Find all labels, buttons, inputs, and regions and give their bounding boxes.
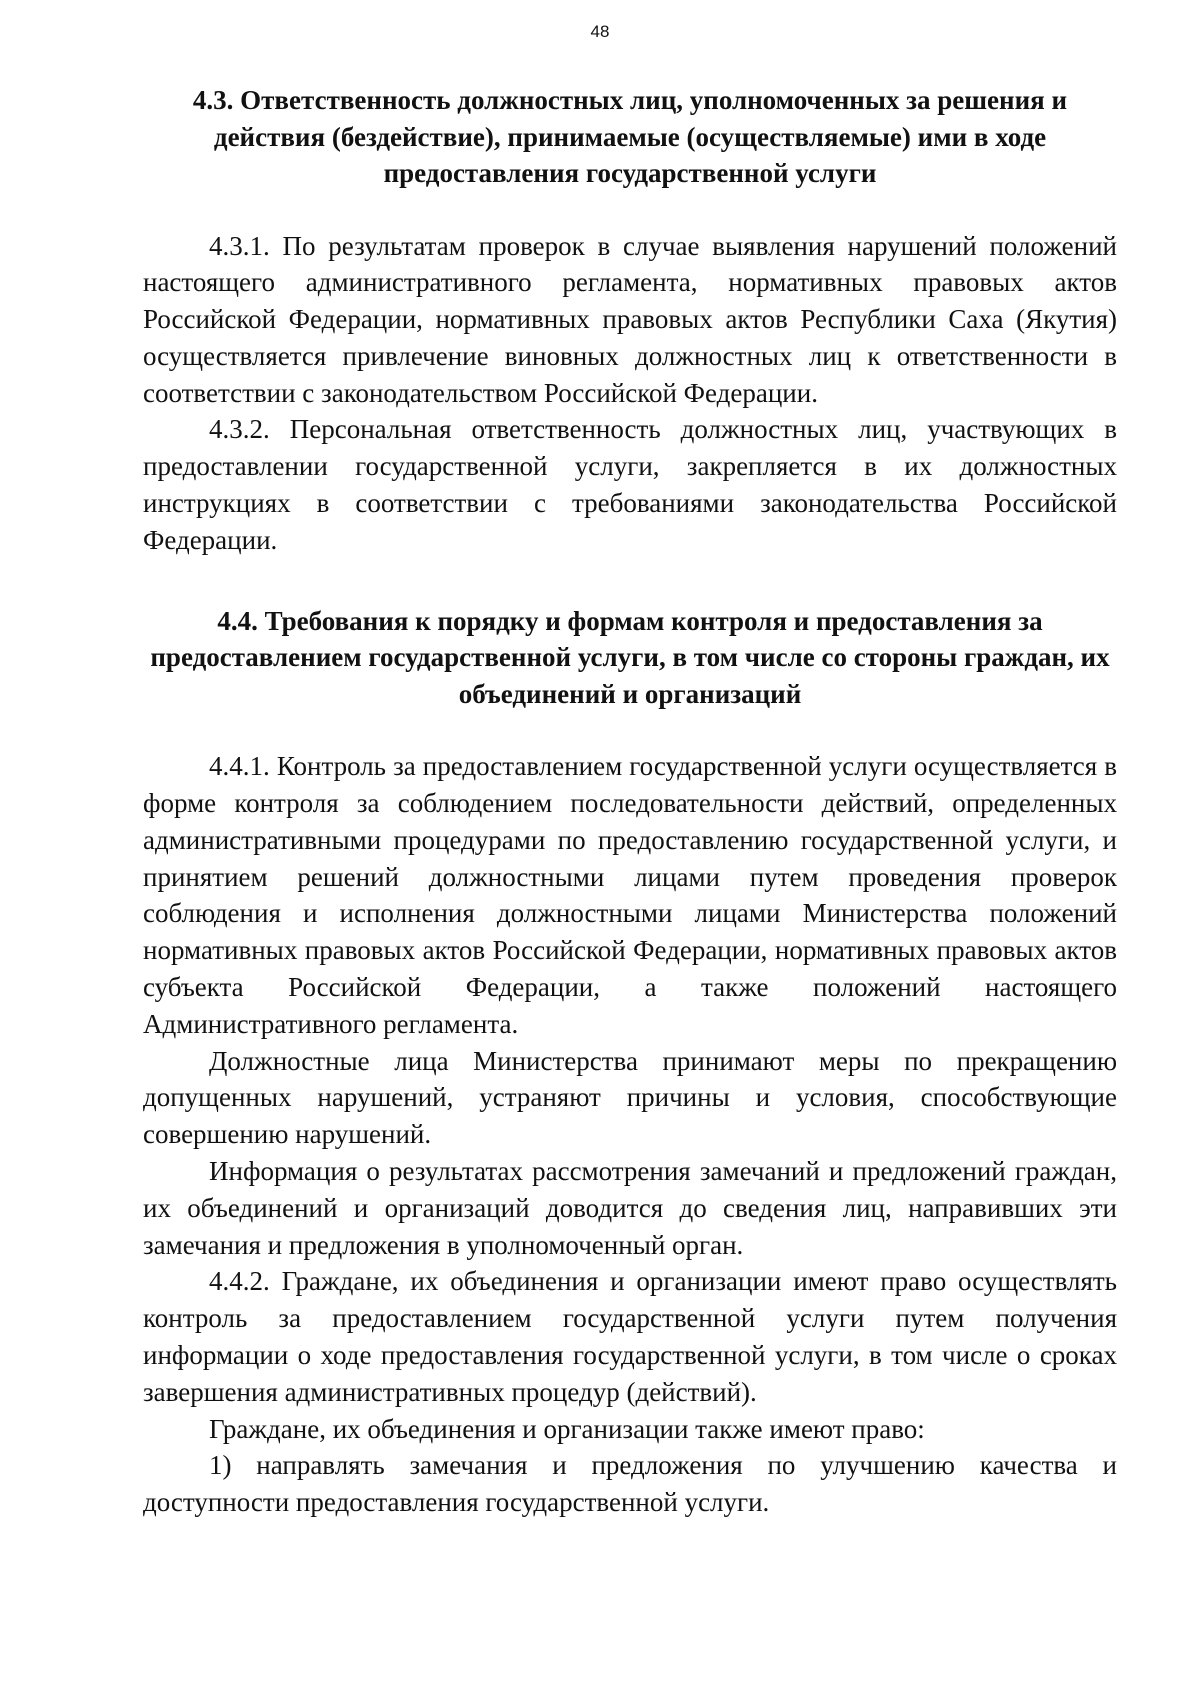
- paragraph-right-1: 1) направлять замечания и предложения по улучшению качества и доступности предоставления государственной услуги.: [143, 1450, 1117, 1518]
- paragraph-4-3-1: 4.3.1. По результатам проверок в случае выявления нарушений положений настоящего административного регламента, нормативных правовых актов Российской Федерации, нормативных правовых актов Республики Саха (Якутия) осуществляется привлечение виновных должностных лиц к ответственности в соответствии с законодательством Российской Федерации.: [143, 230, 1117, 408]
- section-4-4-title: 4.4. Требования к порядку и формам контроля и предоставления за предоставлением государственной услуги, в том числе со стороны граждан, их объединений и организаций: [150, 605, 1110, 709]
- paragraph-4-3-2: 4.3.2. Персональная ответственность должностных лиц, участвующих в предоставлении государственной услуги, закрепляется в их должностных инструкциях в соответствии с требованиями законодательства Российской Федерации.: [143, 414, 1117, 555]
- paragraph-4-4-2: 4.4.2. Граждане, их объединения и организации имеют право осуществлять контроль за предоставлением государственной услуги путем получения информации о ходе предоставления государственной услуги, в том числе о сроках завершения административных процедур (действий).: [143, 1266, 1117, 1407]
- page-number: 48: [590, 22, 610, 41]
- paragraph-review-results: Информация о результатах рассмотрения замечаний и предложений граждан, их объединений и организаций доводится до сведения лиц, направивших эти замечания и предложения в уполномоченный орган.: [143, 1155, 1117, 1260]
- section-4-3-title: 4.3. Ответственность должностных лиц, уполномоченных за решения и действия (бездействие), принимаемые (осуществляемые) ими в ходе предоставления государственной услуги: [192, 85, 1068, 188]
- paragraph-citizens-rights: Граждане, их объединения и организации также имеют право:: [209, 1413, 925, 1444]
- paragraph-4-4-1: 4.4.1. Контроль за предоставлением государственной услуги осуществляется в форме контроля за соблюдением последовательности действий, определенных административными процедурами по предоставлению государственной услуги, и принятием решений должностными лицами путем проведения проверок соблюдения и исполнения должностными лицами Министерства положений нормативных правовых актов Российской Федерации, нормативных правовых актов субъекта Российской Федерации, а также положений настоящего Административного регламента.: [143, 751, 1117, 1039]
- page-content: [143, 82, 1117, 1521]
- paragraph-officials-measures: Должностные лица Министерства принимают меры по прекращению допущенных нарушений, устраняют причины и условия, способствующие совершению нарушений.: [143, 1045, 1117, 1150]
